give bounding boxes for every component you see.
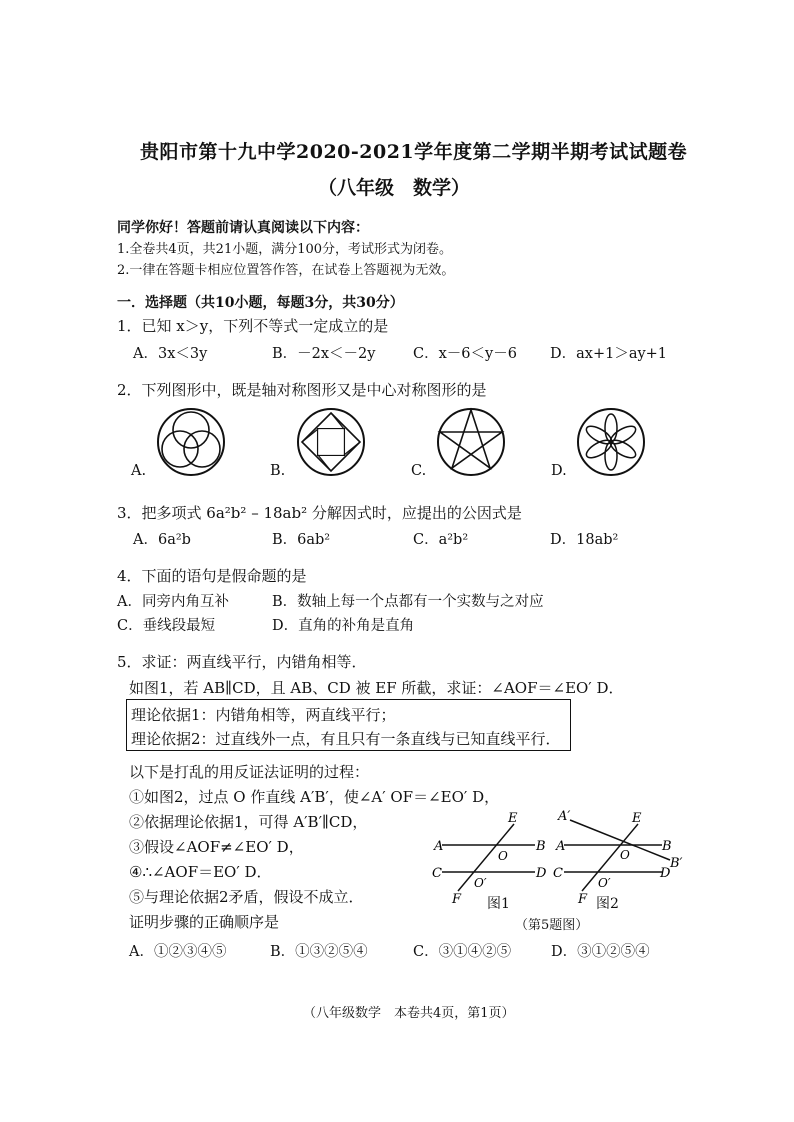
q5-option-d: D．③①②⑤④: [551, 944, 650, 960]
q3-option-b: B．6ab²: [272, 532, 331, 548]
q2-figure-c: [436, 407, 506, 477]
q5-ask: 证明步骤的正确顺序是: [129, 913, 280, 931]
q2-option-c: C.: [411, 463, 427, 479]
q3-option-c: C．a²b²: [413, 532, 469, 548]
notice-line-1: 1.全卷共4页，共21小题，满分100分，考试形式为闭卷。: [117, 242, 453, 257]
page-subtitle: （八年级 数学）: [318, 177, 471, 199]
q5-step-3: ③假设∠AOF≠∠EO′ D，: [129, 838, 304, 856]
fig2-label-o: O: [620, 848, 630, 862]
fig1-label-e: E: [508, 811, 518, 826]
q5-option-b: B．①③②⑤④: [270, 944, 368, 960]
q5-option-a: A．①②③④⑤: [129, 944, 227, 960]
fig2-label-f: F: [578, 892, 588, 907]
q2-figure-b: [296, 407, 366, 477]
q5-given: 如图1，若 AB∥CD，且 AB、CD 被 EF 所截，求证：∠AOF＝∠EO′ D．: [129, 679, 624, 697]
q1-option-b: B．－2x＜－2y: [272, 346, 376, 362]
q5-intro: 以下是打乱的用反证法证明的过程：: [129, 763, 370, 781]
q4-option-b: B．数轴上每一个点都有一个实数与之对应: [272, 594, 544, 610]
figure-caption: （第5题图）: [515, 918, 589, 933]
fig2-label-e: E: [632, 811, 642, 826]
fig2-label-a: A: [556, 839, 566, 854]
figure-2-label: 图2: [596, 896, 619, 912]
section-heading: 一．选择题（共10小题，每题3分，共30分）: [117, 295, 404, 311]
fig1-label-o-prime: O′: [474, 876, 487, 890]
q2-option-d: D.: [551, 463, 567, 479]
q4-option-a: A．同旁内角互补: [117, 594, 229, 610]
page-footer: （八年级数学 本卷共4页，第1页）: [303, 1006, 515, 1021]
q5-step-4: ④∴∠AOF＝EO′ D．: [129, 863, 272, 881]
q2-figure-a: [156, 407, 226, 477]
q2-figure-d: [576, 407, 646, 477]
q4-option-d: D．直角的补角是直角: [272, 618, 415, 634]
page-title: 贵阳市第十九中学2020-2021学年度第二学期半期考试试题卷: [140, 141, 688, 163]
q1-option-a: A．3x＜3y: [133, 346, 208, 362]
q4-option-c: C．垂线段最短: [117, 618, 216, 634]
fig2-label-a-prime: A′: [558, 809, 571, 824]
fig2-label-d: D: [660, 866, 671, 881]
fig1-label-d: D: [536, 866, 547, 881]
q2-option-b: B.: [270, 463, 286, 479]
fig1-label-a: A: [434, 839, 444, 854]
fig2-label-o-prime: O′: [598, 876, 611, 890]
theory-2: 理论依据2：过直线外一点，有且只有一条直线与已知直线平行．: [131, 730, 561, 748]
q3-option-d: D．18ab²: [550, 532, 619, 548]
q3-option-a: A．6a²b: [133, 532, 191, 548]
q1-stem: 1．已知 x＞y，下列不等式一定成立的是: [117, 317, 389, 335]
q5-option-c: C．③①④②⑤: [413, 944, 512, 960]
fig1-label-o: O: [498, 849, 508, 863]
q5-step-2: ②依据理论依据1，可得 A′B′∥CD，: [129, 813, 368, 831]
fig2-label-c: C: [553, 866, 563, 881]
q5-stem: 5．求证：两直线平行，内错角相等．: [117, 653, 367, 671]
theory-1: 理论依据1：内错角相等，两直线平行；: [131, 706, 396, 724]
fig2-label-b-prime: B′: [670, 856, 683, 871]
q5-step-1: ①如图2，过点 O 作直线 A′B′，使∠A′ OF＝∠EO′ D，: [129, 788, 500, 806]
q1-option-c: C．x－6＜y－6: [413, 346, 517, 362]
q1-option-d: D．ax+1＞ay+1: [550, 346, 668, 362]
q5-figure-2: [550, 808, 690, 908]
figure-1-label: 图1: [487, 896, 510, 912]
notice-heading: 同学你好！答题前请认真阅读以下内容：: [117, 220, 369, 236]
q3-stem: 3．把多项式 6a²b² – 18ab² 分解因式时，应提出的公因式是: [117, 504, 522, 522]
q4-stem: 4．下面的语句是假命题的是: [117, 567, 307, 585]
notice-line-2: 2.一律在答题卡相应位置答作答，在试卷上答题视为无效。: [117, 263, 455, 278]
fig1-label-b: B: [536, 839, 546, 854]
q2-option-a: A.: [131, 463, 147, 479]
fig1-label-c: C: [432, 866, 442, 881]
q2-stem: 2．下列图形中，既是轴对称图形又是中心对称图形的是: [117, 381, 487, 399]
fig2-label-b: B: [662, 839, 672, 854]
q5-step-5: ⑤与理论依据2矛盾，假设不成立．: [129, 888, 364, 906]
fig1-label-f: F: [452, 892, 462, 907]
